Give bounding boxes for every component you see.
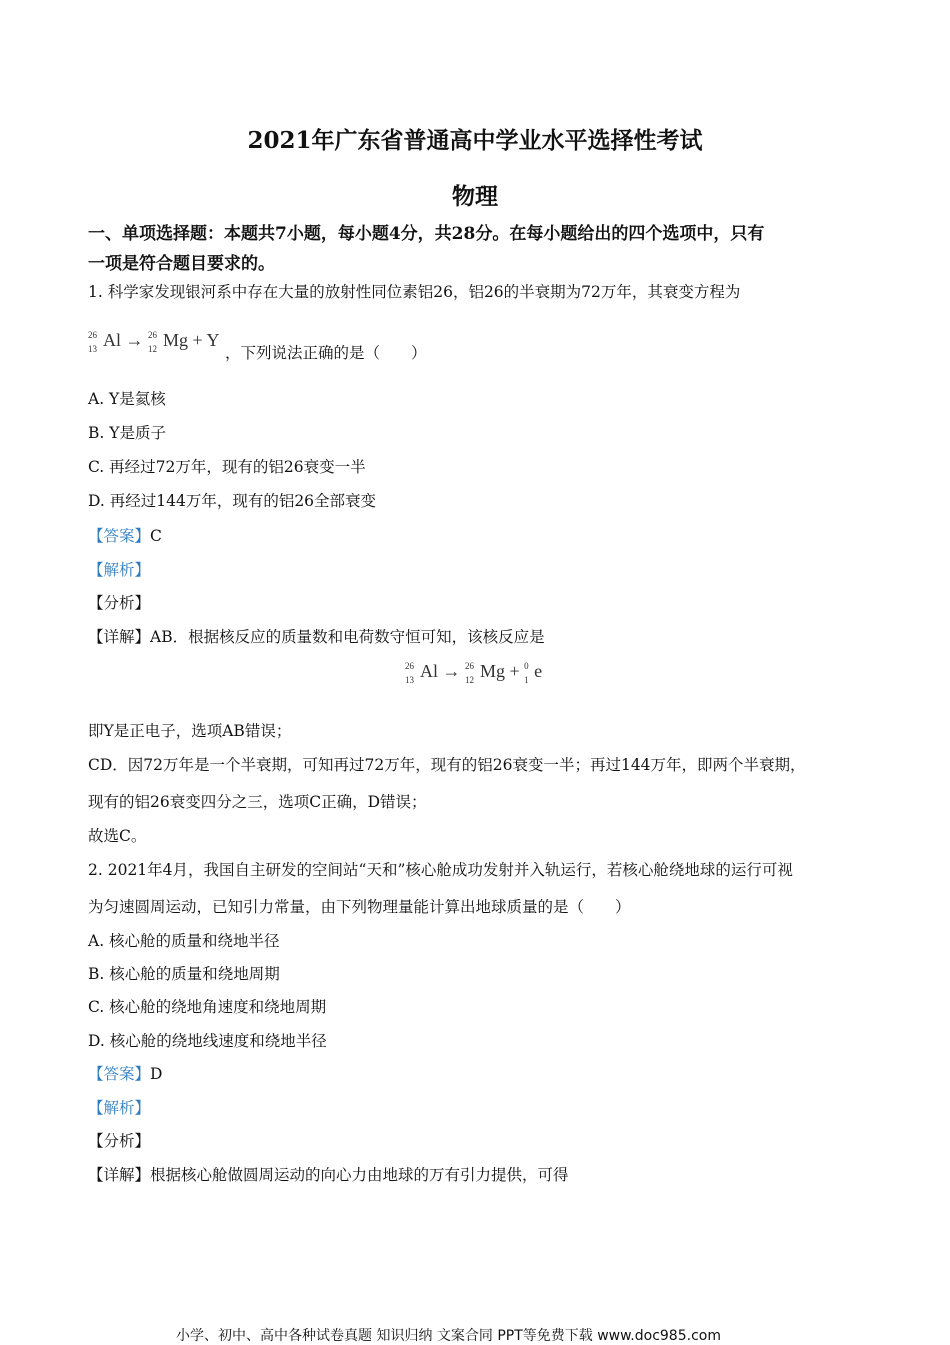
subject-title: 物理: [452, 183, 498, 210]
al-symbol: Al: [420, 661, 438, 682]
e-mass-number: 0: [524, 661, 529, 671]
exam-title: 2021年广东省普通高中学业水平选择性考试: [247, 127, 703, 154]
q1-analysis-label: 【解析】: [88, 561, 151, 579]
arrow-symbol: →: [125, 330, 144, 351]
q2-option-a: A. 核心舱的质量和绕地半径: [88, 932, 280, 950]
q2-answer: [88, 1064, 162, 1084]
q2-option-c: C. 核心舱的绕地角速度和绕地周期: [88, 998, 327, 1016]
q1-detail: 【详解】AB．根据核反应的质量数和电荷数守恒可知，该核反应是: [88, 628, 545, 646]
q1-option-b: B. Y是质子: [88, 424, 166, 442]
al-mass-number: 26: [88, 330, 97, 340]
q1-stem-tail: ，下列说法正确的是（ ）: [225, 344, 427, 362]
q2-stem-line1: 2. 2021年4月，我国自主研发的空间站“天和”核心舱成功发射并入轨运行，若核心舱绕地球的运行可视: [88, 861, 793, 879]
q1-after-2: CD．因72万年是一个半衰期，可知再过72万年，现有的铝26衰变一半；再过144万年，即两个半衰期，: [88, 756, 806, 774]
mg-charge-number: 12: [465, 675, 474, 685]
q1-option-a: A. Y是氦核: [88, 390, 166, 408]
q1-answer: [88, 526, 162, 546]
mg-mass-number: 26: [148, 330, 157, 340]
answer-label: 【答案】: [88, 527, 151, 545]
mg-symbol: Mg: [480, 661, 506, 682]
q1-after-4: 故选C。: [88, 827, 147, 845]
footer-text: 小学、初中、高中各种试卷真题 知识归纳 文案合同 PPT等免费下载 www.doc985.com: [176, 1328, 721, 1344]
plus-symbol: +: [509, 661, 520, 682]
q2-analysis-label: 【解析】: [88, 1099, 151, 1117]
al-charge-number: 13: [405, 675, 414, 685]
q2-option-b: B. 核心舱的质量和绕地周期: [88, 965, 280, 983]
answer-value: C: [150, 527, 162, 545]
q1-decay-equation: [88, 330, 220, 354]
section-heading-line1: 一、单项选择题：本题共7小题，每小题4分，共28分。在每小题给出的四个选项中，只有: [88, 224, 765, 244]
mg-symbol: Mg: [163, 330, 189, 351]
mg-mass-number: 26: [465, 661, 474, 671]
q1-option-c: C. 再经过72万年，现有的铝26衰变一半: [88, 458, 366, 476]
answer-label: 【答案】: [88, 1065, 151, 1083]
q2-fenxi-label: 【分析】: [88, 1132, 151, 1150]
q1-fenxi-label: 【分析】: [88, 594, 151, 612]
equation-rest: + Y: [192, 330, 220, 351]
al-charge-number: 13: [88, 344, 97, 354]
e-symbol: e: [534, 661, 543, 682]
q1-stem: 1. 科学家发现银河系中存在大量的放射性同位素铝26，铝26的半衰期为72万年，其衰变方程为: [88, 283, 741, 301]
section-heading-line2: 一项是符合题目要求的。: [88, 254, 275, 274]
q2-stem-line2: 为匀速圆周运动，已知引力常量，由下列物理量能计算出地球质量的是（ ）: [88, 898, 631, 916]
q2-detail: 【详解】根据核心舱做圆周运动的向心力由地球的万有引力提供，可得: [88, 1166, 569, 1184]
q1-option-d: D. 再经过144万年，现有的铝26全部衰变: [88, 492, 377, 510]
arrow-symbol: →: [442, 661, 461, 682]
e-charge-number: 1: [524, 675, 529, 685]
q1-reaction-equation: [405, 661, 542, 685]
answer-value: D: [150, 1065, 163, 1083]
q1-after-1: 即Y是正电子，选项AB错误；: [88, 722, 292, 740]
q2-option-d: D. 核心舱的绕地线速度和绕地半径: [88, 1032, 327, 1050]
al-symbol: Al: [103, 330, 121, 351]
q1-after-3: 现有的铝26衰变四分之三，选项C正确，D错误；: [88, 793, 427, 811]
al-mass-number: 26: [405, 661, 414, 671]
mg-charge-number: 12: [148, 344, 157, 354]
